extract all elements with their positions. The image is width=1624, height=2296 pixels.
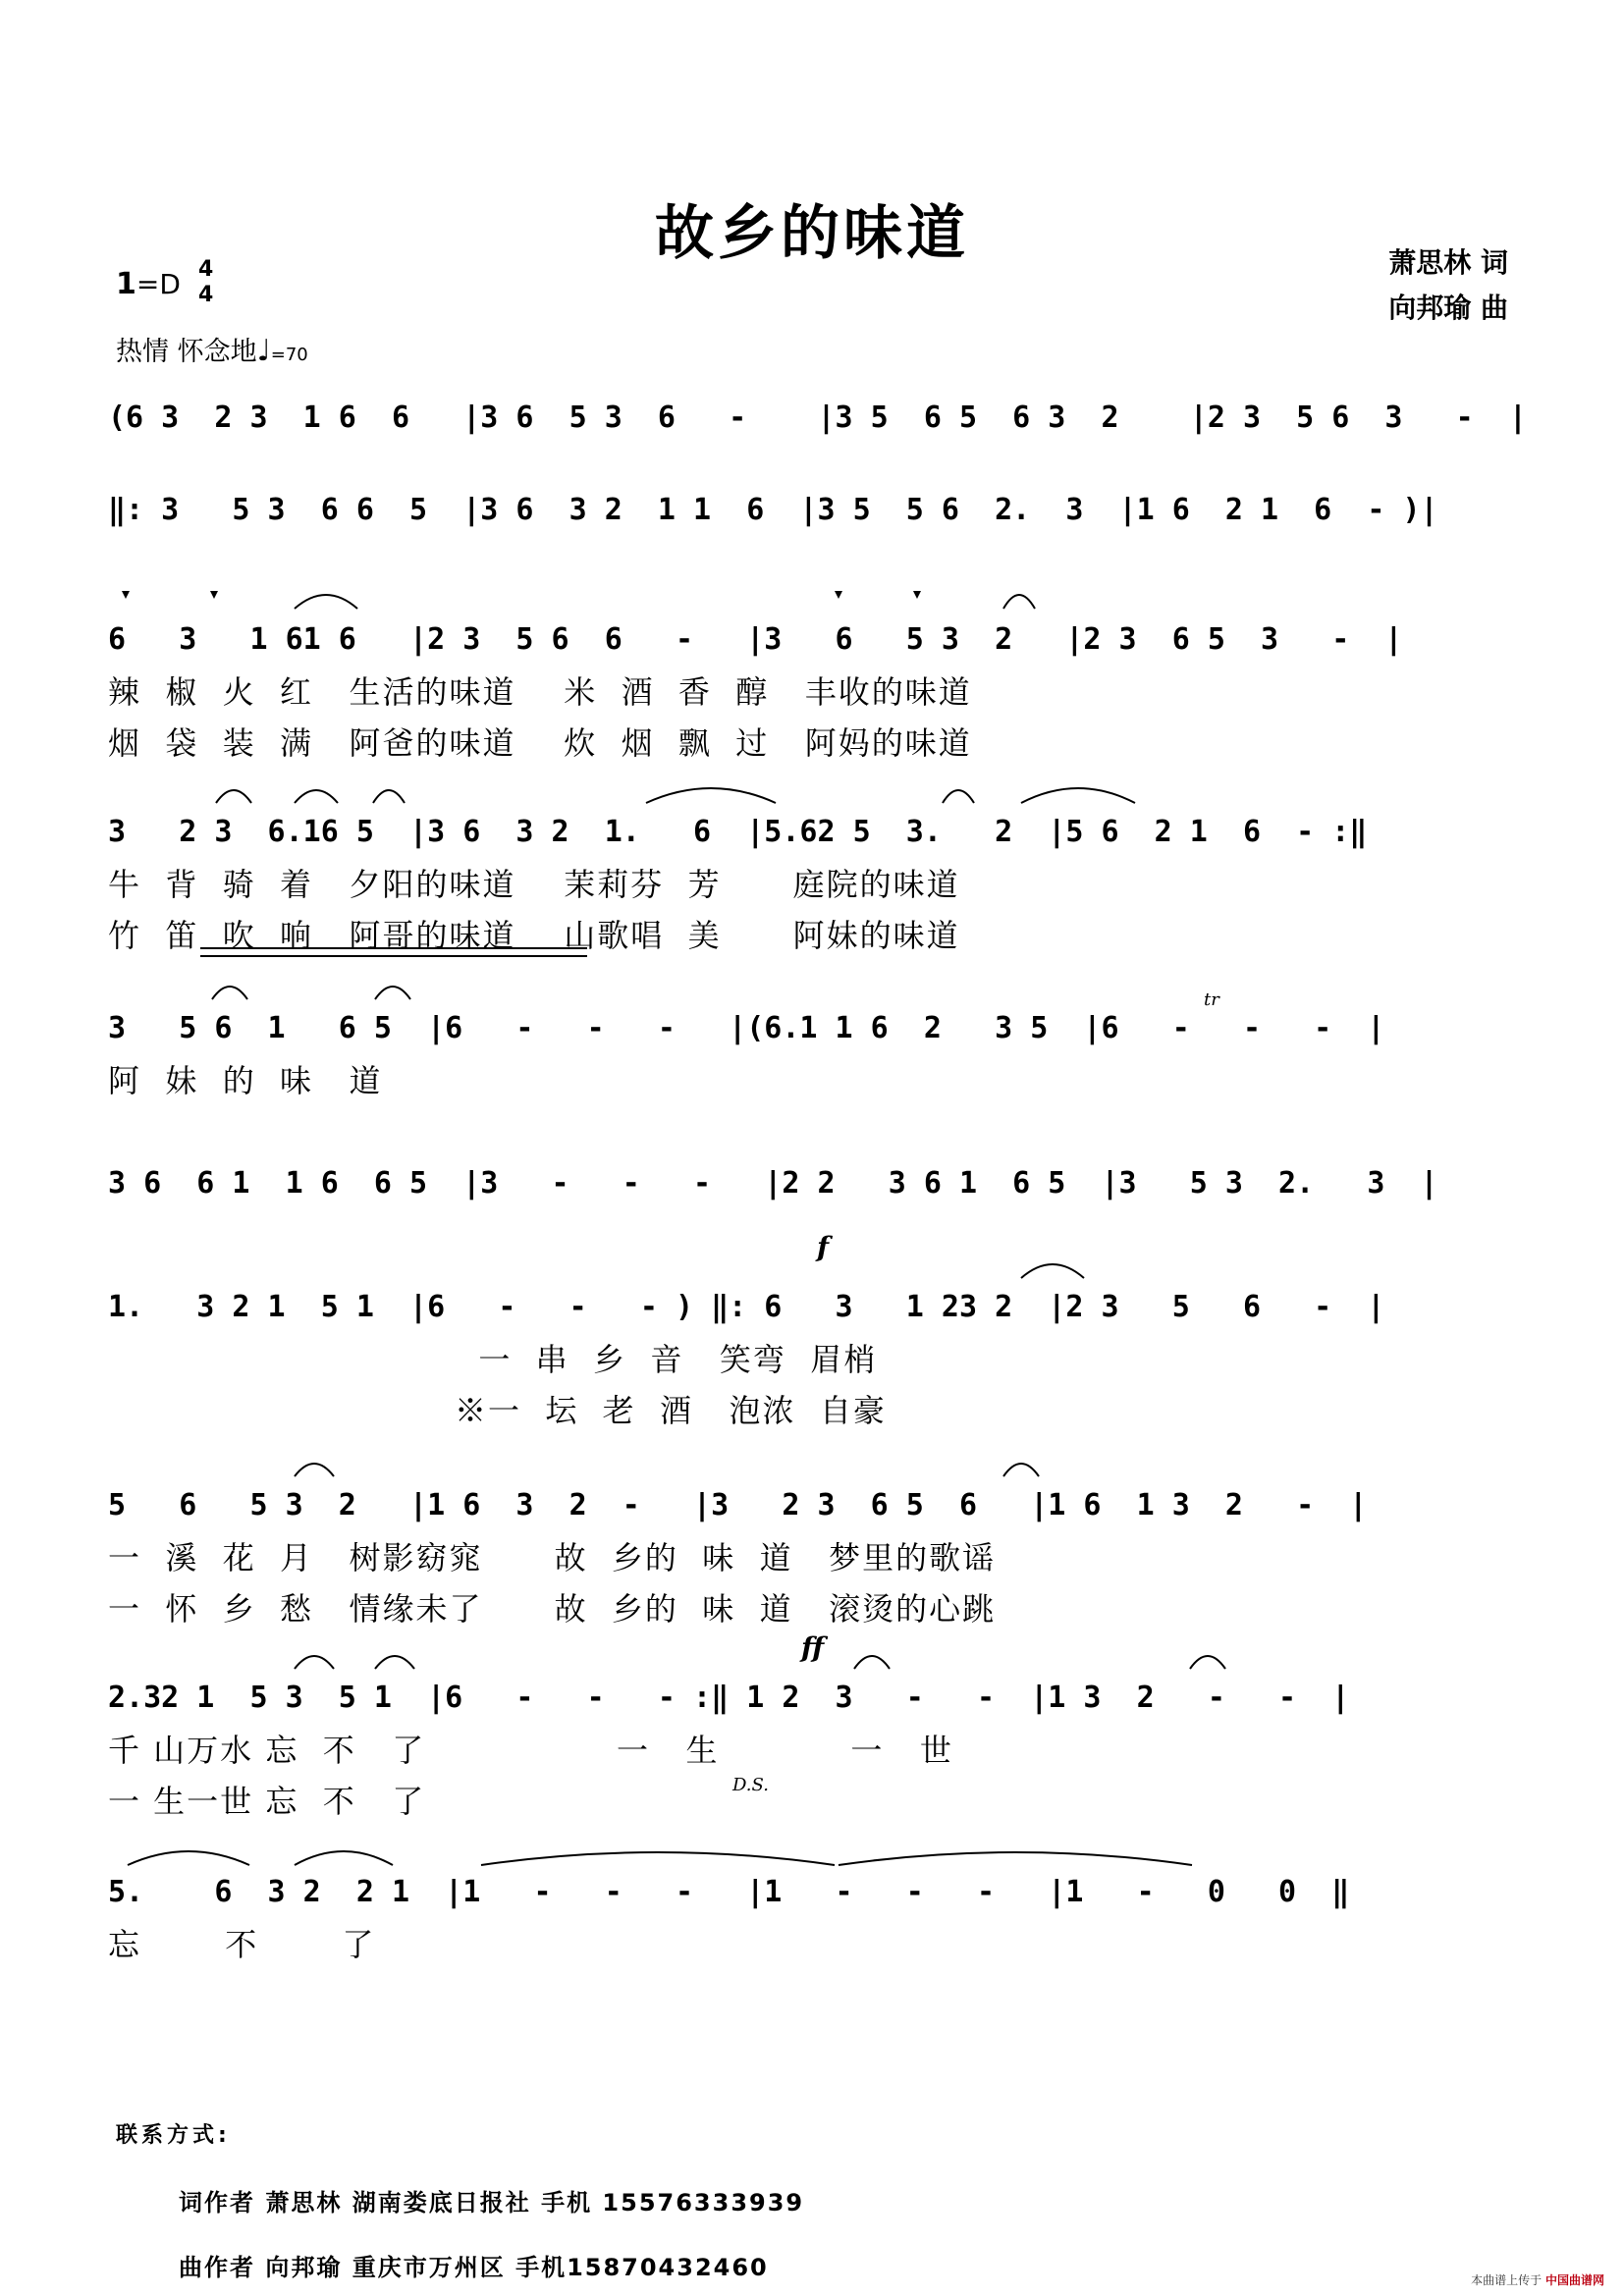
tempo-expression: 热情 怀念地 bbox=[116, 337, 257, 367]
dal-segno-mark: D.S. bbox=[732, 1775, 769, 1795]
lyric-verse-1: 阿 妹 的 味 道 bbox=[108, 1062, 383, 1099]
lyricist-credit: 萧思林 词 bbox=[1388, 246, 1508, 279]
time-bottom: 4 bbox=[198, 283, 214, 307]
tie-marks bbox=[108, 974, 1522, 1013]
tempo-marking bbox=[116, 330, 308, 368]
time-top: 4 bbox=[198, 257, 214, 282]
notes-line: 5. 6 3 2 2 1 |1 - - - |1 - - - |1 - 0 0 ‖ bbox=[108, 1875, 1350, 1909]
composer-credit: 向邦瑜 曲 bbox=[1388, 292, 1508, 324]
underline-marks bbox=[108, 942, 1522, 972]
quarter-note-icon: ♩ bbox=[256, 334, 271, 368]
tie-marks bbox=[108, 1251, 1522, 1290]
notes-line: 5 6 5 3 2 |1 6 3 2 - |3 2 3 6 5 6 |1 6 1 3 2 - | bbox=[108, 1488, 1368, 1522]
key-one: 1 bbox=[116, 267, 136, 301]
lyricist-contact: 词作者 萧思林 湖南娄底日报社 手机 15576333939 bbox=[179, 2189, 805, 2216]
notes-line: 6 3 1 61 6 |2 3 5 6 6 - |3 6 5 3 2 |2 3 6 5 3 - | bbox=[108, 622, 1403, 657]
song-title: 故乡的味道 bbox=[655, 199, 969, 268]
key-rest: =D bbox=[135, 268, 181, 300]
lyric-verse-2: 烟 袋 装 满 阿爸的味道 炊 烟 飘 过 阿妈的味道 bbox=[108, 724, 972, 762]
key-signature bbox=[116, 267, 181, 301]
dynamic-fortissimo: ff bbox=[801, 1631, 825, 1664]
time-signature bbox=[198, 257, 213, 308]
contact-label: 联系方式: bbox=[116, 2123, 231, 2148]
source-footer bbox=[1471, 2271, 1604, 2288]
tie-marks bbox=[108, 1641, 1522, 1681]
composer-contact: 曲作者 向邦瑜 重庆市万州区 手机15870432460 bbox=[179, 2254, 769, 2281]
lyric-verse-2: 一 生一世 忘 不 了 bbox=[108, 1783, 426, 1820]
lyric-verse-1: 千 山万水 忘 不 了 一 生 一 世 bbox=[108, 1732, 953, 1769]
lyric-verse-1: 一 串 乡 音 笑弯 眉梢 bbox=[108, 1341, 878, 1378]
notes-line: 1. 3 2 1 5 1 |6 - - - ) ‖: 6 3 1 23 2 |2 3 5 6 - | bbox=[108, 1290, 1385, 1324]
lyric-verse-2: ※一 坛 老 酒 泡浓 自豪 bbox=[108, 1392, 887, 1429]
footer-prefix: 本曲谱上传于 bbox=[1471, 2273, 1543, 2287]
notes-line: 3 2 3 6.16 5 |3 6 3 2 1. 6 |5.62 5 3. 2 |5 6 2 1 6 - :‖ bbox=[108, 815, 1368, 849]
lyric-verse-1: 牛 背 骑 着 夕阳的味道 茉莉芬 芳 庭院的味道 bbox=[108, 866, 960, 903]
lyric-verse-1: 辣 椒 火 红 生活的味道 米 酒 香 醇 丰收的味道 bbox=[108, 673, 972, 711]
tie-marks bbox=[108, 1449, 1522, 1488]
lyric-verse-2: 竹 笛 吹 响 阿哥的味道 山歌唱 美 阿妹的味道 bbox=[108, 917, 960, 954]
notes-line: 3 6 6 1 1 6 6 5 |3 - - - |2 2 3 6 1 6 5 |3 5 3 2. 3 | bbox=[108, 1166, 1438, 1201]
tie-marks bbox=[108, 1838, 1522, 1877]
tie-marks bbox=[108, 777, 1522, 817]
notes-line: ‖: 3 5 3 6 6 5 |3 6 3 2 1 1 6 |3 5 5 6 2. 3 |1 6 2 1 6 - )| bbox=[108, 493, 1438, 527]
tempo-bpm: =70 bbox=[270, 345, 308, 365]
lyric-verse-1: 忘 不 了 bbox=[108, 1926, 376, 1963]
lyric-verse-1: 一 溪 花 月 树影窈窕 故 乡的 味 道 梦里的歌谣 bbox=[108, 1539, 997, 1576]
notes-line: 3 5 6 1 6 5 |6 - - - |(6.1 1 6 2 3 5 |6 - - - | bbox=[108, 1011, 1385, 1045]
notes-line: (6 3 2 3 1 6 6 |3 6 5 3 6 - |3 5 6 5 6 3 2 |2 3 5 6 3 - | bbox=[108, 400, 1527, 435]
notes-line: 2.32 1 5 3 5 1 |6 - - - :‖ 1 2 3 - - |1 3 2 - - | bbox=[108, 1681, 1350, 1715]
tie-marks bbox=[108, 587, 1522, 626]
lyric-verse-2: 一 怀 乡 愁 情缘未了 故 乡的 味 道 滚烫的心跳 bbox=[108, 1590, 997, 1628]
footer-brand[interactable]: 中国曲谱网 bbox=[1544, 2273, 1604, 2287]
trill-mark: tr bbox=[1204, 989, 1219, 1010]
dynamic-forte: f bbox=[817, 1231, 830, 1263]
